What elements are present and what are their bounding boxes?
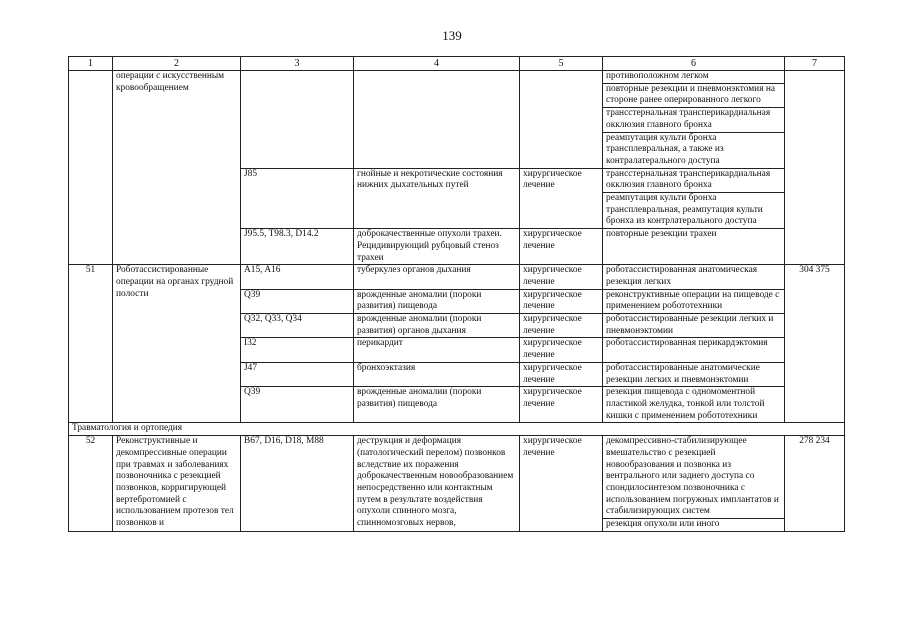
row-number-cell bbox=[69, 71, 113, 265]
method-cell: роботассистированные резекции легких и пневмонэктомии bbox=[603, 314, 785, 338]
page-number: 139 bbox=[442, 28, 462, 43]
price-cell: 278 234 bbox=[785, 436, 845, 532]
method-cell: роботассистированная анатомическая резекция легких bbox=[603, 265, 785, 289]
method-cell: резекция опухоли или иного bbox=[603, 519, 785, 532]
method-cell: реампутация культи бронха трансплевральная, реампутация культи бронха из контрлатерального доступа bbox=[603, 193, 785, 229]
treatment-cell: хирургическое лечение bbox=[520, 436, 603, 532]
treatment-cell: хирургическое лечение bbox=[520, 338, 603, 362]
code-cell: J47 bbox=[241, 362, 354, 386]
method-cell: повторные резекции и пневмонэктомия на стороне ранее оперированного легкого bbox=[603, 83, 785, 107]
table-row bbox=[69, 265, 845, 289]
header-cell: 1 bbox=[69, 57, 113, 71]
diagnosis-cell: доброкачественные опухоли трахеи. Рецидивирующий рубцовый стеноз трахеи bbox=[354, 229, 520, 265]
treatment-cell: хирургическое лечение bbox=[520, 168, 603, 229]
section-heading: Травматология и ортопедия bbox=[69, 423, 845, 436]
treatment-cell: хирургическое лечение bbox=[520, 362, 603, 386]
code-cell: Q39 bbox=[241, 289, 354, 313]
diagnosis-cell: туберкулез органов дыхания bbox=[354, 265, 520, 289]
code-cell: J85 bbox=[241, 168, 354, 229]
row-number-cell: 51 bbox=[69, 265, 113, 423]
table-row bbox=[69, 71, 845, 84]
code-cell: J95.5, T98.3, D14.2 bbox=[241, 229, 354, 265]
services-table bbox=[68, 56, 845, 532]
diagnosis-cell: перикардит bbox=[354, 338, 520, 362]
header-cell: 7 bbox=[785, 57, 845, 71]
diagnosis-cell bbox=[354, 71, 520, 169]
service-name-cell: Реконструктивные и декомпрессивные операции при травмах и заболеваниях позвоночника с резекцией позвонков, корригирующей вертебротомией с использованием протезов тел позвонков и bbox=[113, 436, 241, 532]
header-cell: 5 bbox=[520, 57, 603, 71]
code-cell: I32 bbox=[241, 338, 354, 362]
header-cell: 6 bbox=[603, 57, 785, 71]
treatment-cell: хирургическое лечение bbox=[520, 289, 603, 313]
diagnosis-cell: гнойные и некротические состояния нижних дыхательных путей bbox=[354, 168, 520, 229]
method-cell: противоположном легком bbox=[603, 71, 785, 84]
code-cell: Q32, Q33, Q34 bbox=[241, 314, 354, 338]
code-cell: A15, A16 bbox=[241, 265, 354, 289]
method-cell: трансстернальная трансперикардиальная окклюзия главного бронха bbox=[603, 168, 785, 192]
header-row bbox=[69, 57, 845, 71]
method-cell: трансстернальная трансперикардиальная окклюзия главного бронха bbox=[603, 108, 785, 132]
section-row bbox=[69, 423, 845, 436]
method-cell: реконструктивные операции на пищеводе с применением робототехники bbox=[603, 289, 785, 313]
header-cell: 2 bbox=[113, 57, 241, 71]
table-row bbox=[69, 436, 845, 519]
treatment-cell: хирургическое лечение bbox=[520, 387, 603, 423]
diagnosis-cell: врожденные аномалии (пороки развития) пищевода bbox=[354, 387, 520, 423]
method-cell: реампутация культи бронха трансплевральная, а также из контралатерального доступа bbox=[603, 132, 785, 168]
code-cell bbox=[241, 71, 354, 169]
diagnosis-cell: врожденные аномалии (пороки развития) органов дыхания bbox=[354, 314, 520, 338]
treatment-cell: хирургическое лечение bbox=[520, 229, 603, 265]
diagnosis-cell: врожденные аномалии (пороки развития) пищевода bbox=[354, 289, 520, 313]
diagnosis-cell: деструкция и деформация (патологический перелом) позвонков вследствие их поражения доброкачественным новообразованием непосредственно или контактным путем в результате воздействия опухоли спинного мозга, спинномозговых нервов, bbox=[354, 436, 520, 532]
method-cell: декомпрессивно-стабилизирующее вмешательство с резекцией новообразования и позвонка из вентрального или заднего доступа со спондилосинтезом позвоночника с использованием погружных имплантатов и стабилизирующих систем bbox=[603, 436, 785, 519]
treatment-cell: хирургическое лечение bbox=[520, 314, 603, 338]
code-cell: Q39 bbox=[241, 387, 354, 423]
header-cell: 3 bbox=[241, 57, 354, 71]
row-number-cell: 52 bbox=[69, 436, 113, 532]
treatment-cell: хирургическое лечение bbox=[520, 265, 603, 289]
price-cell: 304 375 bbox=[785, 265, 845, 423]
header-cell: 4 bbox=[354, 57, 520, 71]
diagnosis-cell: бронхоэктазия bbox=[354, 362, 520, 386]
code-cell: B67, D16, D18, M88 bbox=[241, 436, 354, 532]
price-cell bbox=[785, 71, 845, 265]
method-cell: роботассистированные анатомические резекции легких и пневмонэктомии bbox=[603, 362, 785, 386]
service-name-cell: Роботассистированные операции на органах грудной полости bbox=[113, 265, 241, 423]
method-cell: повторные резекции трахеи bbox=[603, 229, 785, 265]
method-cell: резекция пищевода с одномоментной пластикой желудка, тонкой или толстой кишки с применением робототехники bbox=[603, 387, 785, 423]
treatment-cell bbox=[520, 71, 603, 169]
method-cell: роботассистированная перикардэктомия bbox=[603, 338, 785, 362]
service-name-cell: операции с искусственным кровообращением bbox=[113, 71, 241, 265]
